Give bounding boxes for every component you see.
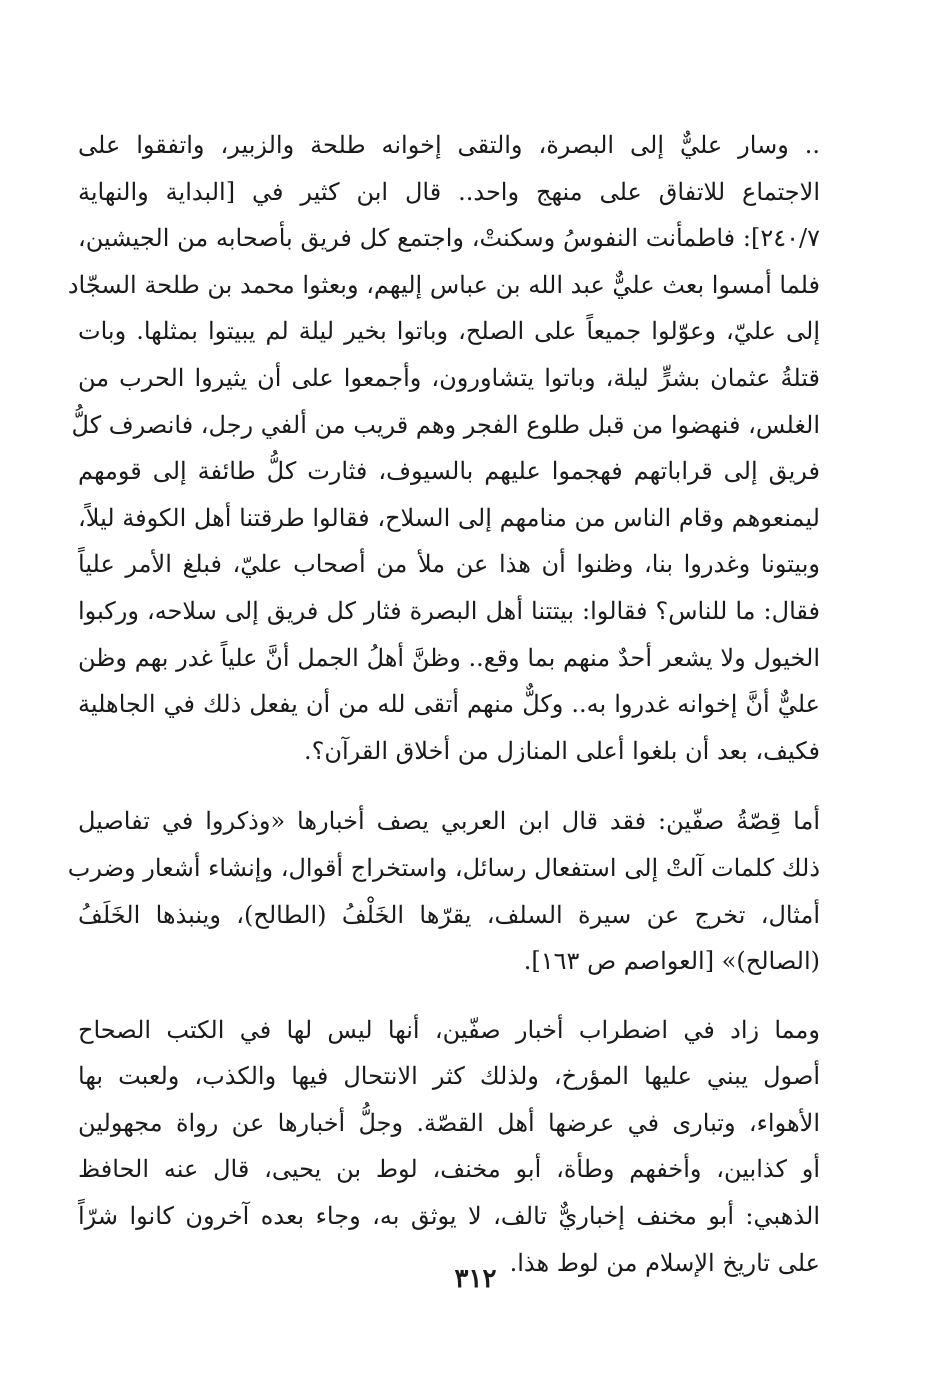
text-line: الخيول ولا يشعر أحدٌ منهم بما وقع.. وظنَّ أهلُ الجمل أنَّ علياً غدر بهم وظن (78, 643, 820, 672)
paragraph-siffin (67, 798, 820, 984)
text-line: الذهبي: أبو مخنف إخباريٌّ تالف، لا يوثق به، وجاء بعده آخرون كانوا شرّاً (78, 1202, 820, 1231)
text-line: ٢٤٠/٧]: فاطمأنت النفوسُ وسكنتْ، واجتمع كل فريق بأصحابه من الجيشين، (78, 224, 820, 253)
text-line: عليٌّ أنَّ إخوانه غدروا به.. وكلٌّ منهم أتقى لله من أن يفعل ذلك في الجاهلية (78, 690, 820, 719)
text-line: قتلةُ عثمان بشرٍّ ليلة، وباتوا يتشاورون، وأجمعوا على أن يثيروا الحرب من (78, 363, 820, 392)
text-line: أما قِصّةُ صفّين: فقد قال ابن العربي يصف أخبارها «وذكروا في تفاصيل (78, 807, 820, 836)
paragraph-jamal (67, 122, 820, 774)
text-line: أمثال، تخرج عن سيرة السلف، يقرّها الخَلْفُ (الطالح)، وينبذها الخَلَفُ (78, 900, 820, 929)
text-line: فلما أمسوا بعث عليٌّ عبد الله بن عباس إليهم، وبعثوا محمد بن طلحة السجّاد (67, 270, 820, 299)
text-line: الأهواء، وتبارى في عرضها أهل القصّة. وجلُّ أخبارها عن رواة مجهولين (78, 1108, 820, 1137)
text-line: الاجتماع للاتفاق على منهج واحد.. قال ابن كثير في [البداية والنهاية (78, 177, 820, 206)
text-line: ليمنعوهم وقام الناس من منامهم إلى السلاح، فقالوا طرقتنا أهل الكوفة ليلاً، (78, 503, 820, 532)
paragraph-spacer (78, 985, 820, 1007)
book-page-body (67, 122, 821, 1286)
text-line: أصول يبني عليها المؤرخ، ولذلك كثر الانتحال فيها والكذب، ولعبت بها (78, 1062, 821, 1091)
text-line: فريق إلى قراباتهم فهجموا عليهم بالسيوف، فثارت كلُّ طائفة إلى قومهم (78, 457, 820, 486)
text-line: ذلك كلمات آلتْ إلى استفعال رسائل، واستخراج أقوال، وإنشاء أشعار وضرب (67, 853, 820, 882)
paragraph-siffin-sources (78, 1007, 820, 1287)
text-line: فقال: ما للناس؟ فقالوا: بيتتنا أهل البصرة فثار كل فريق إلى سلاحه، وركبوا (78, 596, 820, 625)
text-line: وبيتونا وغدروا بنا، وظنوا أن هذا عن ملأ من أصحاب عليّ، فبلغ الأمر علياً (78, 550, 820, 579)
paragraph-spacer (78, 774, 820, 798)
text-line: على تاريخ الإسلام من لوط هذا. (509, 1248, 820, 1277)
text-line: أو كذابين، وأخفهم وطأة، أبو مخنف، لوط بن يحيى، قال عنه الحافظ (78, 1155, 820, 1184)
text-line: (الصالح)» [العواصم ص ١٦٣]. (523, 947, 820, 976)
text-line: .. وسار عليٌّ إلى البصرة، والتقى إخوانه طلحة والزبير، واتفقوا على (78, 131, 820, 159)
text-line: الغلس، فنهضوا من قبل طلوع الفجر وهم قريب من ألفي رجل، فانصرف كلُّ (71, 410, 820, 439)
text-line: إلى عليّ، وعوّلوا جميعاً على الصلح، وباتوا بخير ليلة لم يبيتوا بمثلها. وبات (78, 317, 820, 346)
text-line: فكيف، بعد أن بلغوا أعلى المنازل من أخلاق القرآن؟. (304, 736, 820, 765)
text-line: ومما زاد في اضطراب أخبار صفّين، أنها ليس لها في الكتب الصحاح (78, 1015, 820, 1044)
page-number: ٣١٢ (454, 1264, 497, 1294)
